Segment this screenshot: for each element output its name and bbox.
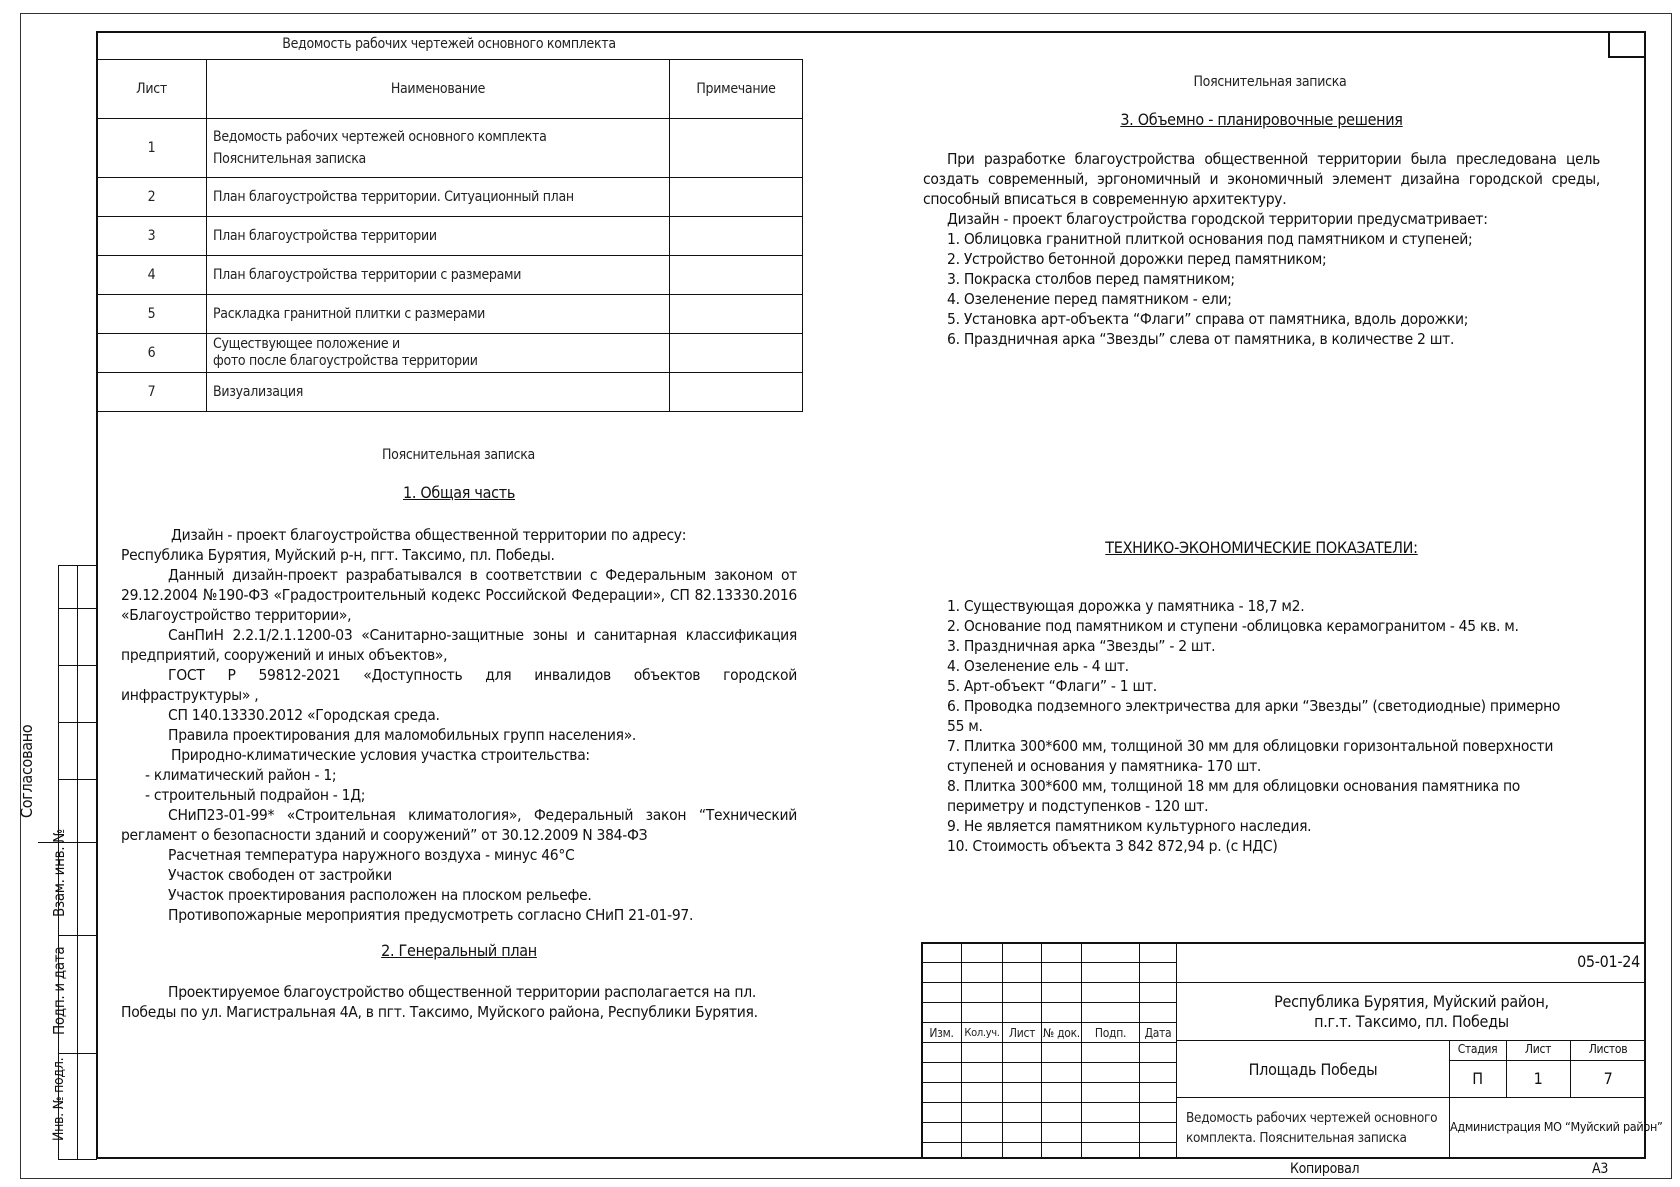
left-note-title: Пояснительная записка: [382, 447, 535, 463]
object-address: [1177, 992, 1646, 1032]
inv-podl-label: Инв. № подл.: [51, 1057, 67, 1141]
table-row: [97, 119, 803, 178]
stamp-divider: [1449, 1060, 1646, 1061]
table-row: [97, 256, 803, 295]
object-name: Площадь Победы: [1248, 1060, 1378, 1079]
paragraph: Дизайн - проект благоустройства общественной территории по адресу:: [171, 526, 687, 544]
podp-data-label: Подп. и дата: [50, 946, 68, 1035]
vedomost-title: Ведомость рабочих чертежей основного комплекта: [282, 36, 616, 52]
header-izm: Изм.: [922, 1023, 962, 1043]
row-name: Ведомость рабочих чертежей основного комплекта: [213, 129, 547, 145]
stage-label: Стадия: [1457, 1042, 1498, 1056]
revision-header-row: [922, 1023, 1177, 1043]
row-name: План благоустройства территории: [207, 217, 670, 256]
list-item: 7. Плитка 300*600 мм, толщиной 30 мм для облицовки горизонтальной поверхности ступеней и основания у памятника- 170 шт.: [947, 737, 1554, 775]
paragraph: - климатический район - 1;: [145, 766, 337, 784]
header-sheet: Лист: [97, 60, 207, 119]
row-note: [670, 178, 803, 217]
right-note-body: [923, 110, 1600, 349]
row-note: [670, 119, 803, 178]
row-name: Существующее положение и: [213, 336, 400, 352]
list-item: 4. Озеленение ель - 4 шт.: [947, 657, 1129, 675]
paragraph: Республика Бурятия, Муйский р-н, пгт. Таксимо, пл. Победы.: [121, 546, 555, 564]
list-item: 3. Покраска столбов перед памятником;: [947, 270, 1235, 288]
tep-title: ТЕХНИКО-ЭКОНОМИЧЕСКИЕ ПОКАЗАТЕЛИ:: [1105, 538, 1418, 557]
paragraph: Расчетная температура наружного воздуха - минус 46°С: [168, 846, 575, 864]
table-row: [97, 295, 803, 334]
header-podp: Подп.: [1082, 1023, 1140, 1043]
stamp-divider: [1177, 982, 1646, 983]
left-note-body: [121, 483, 797, 1022]
right-note-title: Пояснительная записка: [1193, 74, 1347, 90]
row-name: Визуализация: [207, 373, 670, 412]
list-item: 9. Не является памятником культурного наследия.: [947, 817, 1312, 835]
vzam-inv-label: Взам. инв. №: [50, 828, 68, 917]
row-note: [670, 256, 803, 295]
row-num: 4: [97, 256, 207, 295]
row-name: План благоустройства территории. Ситуационный план: [207, 178, 670, 217]
header-kol-uch: Кол.уч.: [962, 1023, 1003, 1043]
sheet-label: Лист: [1524, 1042, 1552, 1056]
paragraph: ГОСТ Р 59812-2021 «Доступность для инвалидов объектов городской инфраструктуры» ,: [121, 666, 797, 704]
document-title-line: комплекта. Пояснительная записка: [1186, 1130, 1407, 1146]
header-list: Лист: [1003, 1023, 1042, 1043]
tep-list: [947, 596, 1577, 856]
format-corner-box: [1608, 31, 1646, 58]
sheets-value: 7: [1603, 1069, 1613, 1088]
row-note: [670, 295, 803, 334]
agreed-label: Согласовано: [17, 724, 36, 818]
list-item: 5. Арт-объект “Флаги” - 1 шт.: [947, 677, 1157, 695]
paragraph: - строительный подрайон - 1Д;: [145, 786, 366, 804]
paragraph: СП 140.13330.2012 «Городская среда.: [168, 706, 440, 724]
copied-label: Копировал: [1290, 1161, 1360, 1177]
row-num: 2: [97, 178, 207, 217]
header-doc: № док.: [1042, 1023, 1082, 1043]
vedomost-table: [96, 59, 803, 412]
row-name: фото после благоустройства территории: [213, 353, 478, 369]
list-item: 1. Существующая дорожка у памятника - 18,7 м2.: [947, 597, 1305, 615]
header-name: Наименование: [207, 60, 670, 119]
revision-grid: [921, 942, 1177, 1159]
row-num: 5: [97, 295, 207, 334]
document-title: [1186, 1108, 1446, 1148]
format-label: А3: [1592, 1161, 1609, 1177]
table-row: [97, 217, 803, 256]
row-note: [670, 334, 803, 373]
row-note: [670, 217, 803, 256]
row-note: [670, 373, 803, 412]
list-item: 10. Стоимость объекта 3 842 872,94 р. (с НДС): [947, 837, 1278, 855]
paragraph: Правила проектирования для маломобильных групп населения».: [168, 726, 637, 744]
list-item: 1. Облицовка гранитной плиткой основания под памятником и ступеней;: [947, 230, 1473, 248]
row-num: 3: [97, 217, 207, 256]
paragraph: СанПиН 2.2.1/2.1.1200-03 «Санитарно-защитные зоны и санитарная классификация предприятий, сооружений и иных объектов»,: [121, 626, 797, 664]
table-row: [97, 178, 803, 217]
list-item: 6. Праздничная арка “Звезды” слева от памятника, в количестве 2 шт.: [947, 330, 1455, 348]
row-num: 7: [97, 373, 207, 412]
paragraph: При разработке благоустройства общественной территории была преследована цель создать современный, эргономичный и экономичный элемент дизайна городской среды, способный вписаться в современную архитектуру.: [923, 150, 1600, 208]
sheets-label: Листов: [1588, 1042, 1628, 1056]
vedomost-header-row: [97, 60, 803, 119]
address-line: Республика Бурятия, Муйский район,: [1274, 992, 1549, 1011]
paragraph: СНиП23-01-99* «Строительная климатология», Федеральный закон “Технический регламент о безопасности зданий и сооружений” от 30.12.2009 N 384-ФЗ: [121, 806, 797, 844]
document-title-line: Ведомость рабочих чертежей основного: [1186, 1110, 1438, 1126]
paragraph: Дизайн - проект благоустройства городской территории предусматривает:: [947, 210, 1488, 228]
row-num: 6: [97, 334, 207, 373]
row-name: План благоустройства территории с размерами: [207, 256, 670, 295]
sheet-value: 1: [1533, 1069, 1543, 1088]
list-item: 6. Проводка подземного электричества для арки “Звезды” (светодиодные) примерно 55 м.: [947, 697, 1561, 735]
paragraph: Проектируемое благоустройство общественной территории располагается на пл. Победы по ул. Магистральная 4А, в пгт. Таксимо, Муйского района, Республики Бурятия.: [121, 983, 758, 1021]
list-item: 5. Установка арт-объекта “Флаги” справа от памятника, вдоль дорожки;: [947, 310, 1469, 328]
paragraph: Природно-климатические условия участка строительства:: [171, 746, 590, 764]
drawing-code: 05-01-24: [1577, 952, 1640, 971]
list-item: 8. Плитка 300*600 мм, толщиной 18 мм для облицовки основания памятника по периметру и подступенков - 120 шт.: [947, 777, 1520, 815]
organization-name: Администрация МО “Муйский район”: [1450, 1119, 1663, 1134]
row-name: Пояснительная записка: [213, 151, 366, 167]
stage-value: П: [1472, 1069, 1483, 1088]
paragraph: Участок свободен от застройки: [168, 866, 392, 884]
stamp-divider: [1449, 1040, 1450, 1159]
section-heading-planning: 3. Объемно - планировочные решения: [1120, 110, 1403, 129]
section-heading-general-plan: 2. Генеральный план: [381, 941, 537, 960]
row-name: Раскладка гранитной плитки с размерами: [207, 295, 670, 334]
address-line: п.г.т. Таксимо, пл. Победы: [1314, 1012, 1509, 1031]
stamp-divider: [1177, 1040, 1646, 1041]
list-item: 2. Устройство бетонной дорожки перед памятником;: [947, 250, 1327, 268]
header-note: Примечание: [670, 60, 803, 119]
header-data: Дата: [1140, 1023, 1177, 1043]
table-row: [97, 373, 803, 412]
paragraph: Участок проектирования расположен на плоском рельефе.: [168, 886, 592, 904]
list-item: 2. Основание под памятником и ступени -облицовка керамогранитом - 45 кв. м.: [947, 617, 1519, 635]
table-row: [97, 334, 803, 373]
list-item: 4. Озеленение перед памятником - ели;: [947, 290, 1232, 308]
stamp-divider: [1177, 1097, 1646, 1098]
row-num: 1: [97, 119, 207, 178]
paragraph: Данный дизайн-проект разрабатывался в соответствии с Федеральным законом от 29.12.2004 №190-ФЗ «Градостроительный кодекс Российской Федерации», СП 82.13330.2016 «Благоустройство территории»,: [121, 566, 797, 624]
paragraph: Противопожарные мероприятия предусмотреть согласно СНиП 21-01-97.: [168, 906, 694, 924]
section-heading-general: 1. Общая часть: [402, 483, 516, 502]
list-item: 3. Праздничная арка “Звезды” - 2 шт.: [947, 637, 1216, 655]
